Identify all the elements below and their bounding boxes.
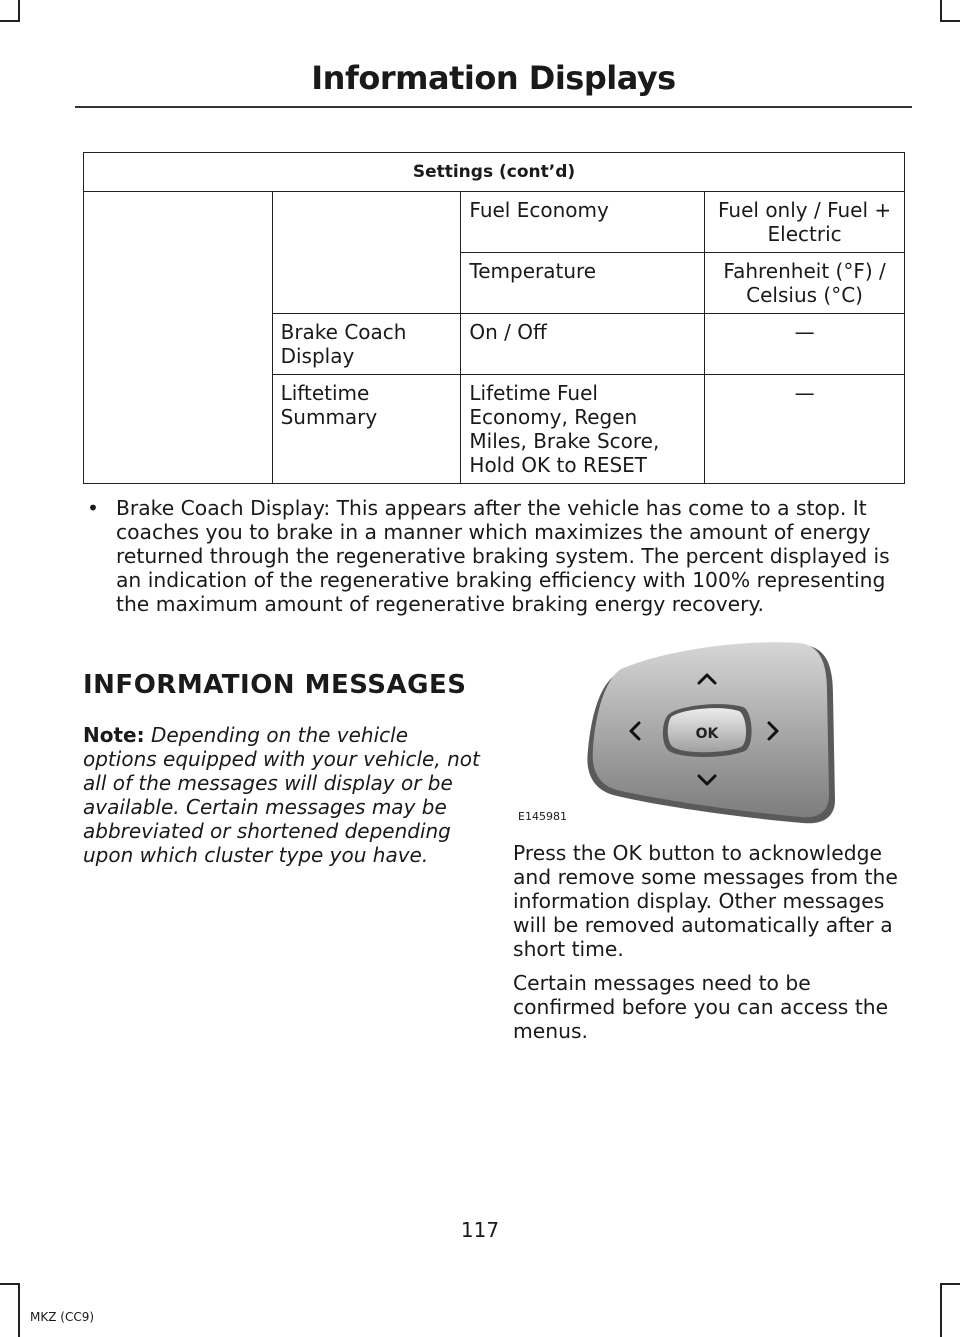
- table-cell-setting: On / Off: [461, 314, 705, 375]
- table-cell-setting: Temperature: [461, 253, 705, 314]
- crop-mark: [0, 20, 20, 22]
- crop-mark: [18, 0, 20, 22]
- model-code: MKZ (CC9): [30, 1310, 95, 1324]
- bullet-item: [83, 496, 909, 616]
- table-row: [84, 192, 905, 253]
- paragraph: Press the OK button to acknowledge and remove some messages from the information display. Other messages will be removed automatically after a short time.: [513, 841, 898, 961]
- section-title: INFORMATION MESSAGES: [83, 670, 467, 700]
- figure-code: E145981: [518, 810, 567, 823]
- note: [83, 723, 483, 867]
- table-cell-option: Fuel only / Fuel + Electric: [705, 192, 905, 253]
- table-cell-option: —: [705, 314, 905, 375]
- page-number: 117: [460, 1218, 500, 1242]
- bullet-symbol: •: [87, 496, 99, 520]
- table-cell-empty: [272, 192, 461, 314]
- crop-mark: [940, 1283, 960, 1285]
- crop-mark: [940, 1283, 942, 1337]
- crop-mark: [940, 0, 942, 22]
- bullet-text: Brake Coach Display: This appears after the vehicle has come to a stop. It coaches you to brake in a manner which maximizes the amount of energy returned through the regenerative braking system. The percent displayed is an indication of the regenerative braking efficiency with 100% representing the maximum amount of regenerative braking energy recovery.: [116, 496, 890, 616]
- note-text: Depending on the vehicle options equipped with your vehicle, not all of the messages will display or be available. Certain messages may be abbreviated or shortened depending upon which cluster type you have.: [83, 723, 480, 867]
- crop-mark: [18, 1283, 20, 1337]
- table-cell-setting: Fuel Economy: [461, 192, 705, 253]
- table-cell-option: Fahrenheit (°F) / Celsius (°C): [705, 253, 905, 314]
- crop-mark: [940, 20, 960, 22]
- table-header-row: [84, 153, 905, 192]
- table-cell-menu: Brake Coach Display: [272, 314, 461, 375]
- ok-label: OK: [695, 726, 719, 742]
- settings-table: [83, 152, 905, 484]
- crop-mark: [0, 1283, 20, 1285]
- table-cell-setting: Lifetime Fuel Economy, Regen Miles, Brake Score, Hold OK to RESET: [461, 375, 705, 484]
- table-cell-menu: Liftetime Summary: [272, 375, 461, 484]
- paragraph: Certain messages need to be confirmed before you can access the menus.: [513, 971, 889, 1043]
- table-cell-empty: [84, 192, 273, 484]
- button-pad-graphic: [513, 635, 843, 830]
- table-cell-option: —: [705, 375, 905, 484]
- page-title: Information Displays: [311, 59, 676, 97]
- note-label: Note:: [83, 723, 145, 747]
- steering-wheel-control-illustration: [513, 635, 843, 830]
- page-header: [75, 56, 912, 108]
- table-caption: Settings (cont’d): [84, 153, 905, 192]
